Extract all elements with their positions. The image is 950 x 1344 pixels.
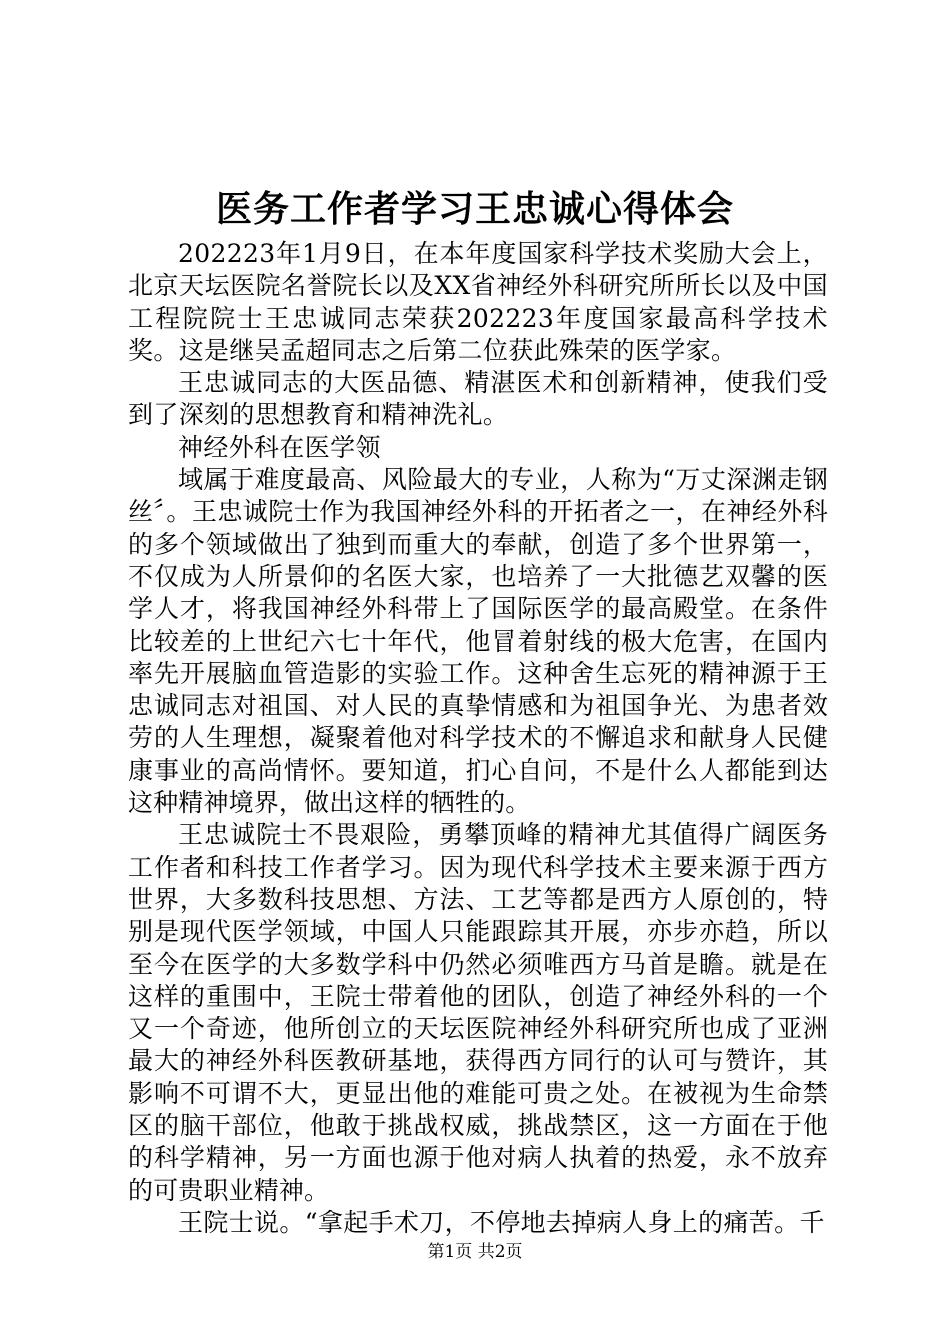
paragraph-award: 202223年1月9日，在本年度国家科学技术奖励大会上，北京天坛医院名誉院长以及XX省神经外科研究所所长以及中国工程院院士王忠诚同志荣获202223年度国家最高科学技术奖。这是继吴孟超同志之后第二位获此殊荣的医学家。 <box>128 239 828 365</box>
paragraph-spirit: 王忠诚同志的大医品德、精湛医术和创新精神，使我们受到了深刻的思想教育和精神洗礼。 <box>128 368 828 430</box>
document-body <box>128 238 828 1239</box>
paragraph-neurosurgery-intro: 神经外科在医学领 <box>178 432 381 462</box>
paragraph-quote: 王院士说。“拿起手术刀，不停地去掉病人身上的痛苦。千 <box>178 1207 825 1237</box>
paragraph-courage: 王忠诚院士不畏艰险，勇攀顶峰的精神尤其值得广阔医务工作者和科技工作者学习。因为现代科学技术主要来源于西方世界，大多数科技思想、方法、工艺等都是西方人原创的，特别是现代医学领域，中国人只能跟踪其开展，亦步亦趋，所以至今在医学的大多数学科中仍然必须唯西方马首是瞻。就是在这样的重围中，王院士带着他的团队，创造了神经外科的一个又一个奇迹，他所创立的天坛医院神经外科研究所也成了亚洲最大的神经外科医教研基地，获得西方同行的认可与赞许，其影响不可谓不大，更显出他的难能可贵之处。在被视为生命禁区的脑干部位，他敢于挑战权威，挑战禁区，这一方面在于他的科学精神，另一方面也源于他对病人执着的热爱，永不放弃的可贵职业精神。 <box>128 820 828 1205</box>
page-number-footer: 第1页 共2页 <box>427 1242 523 1262</box>
paragraph-neurosurgery-field: 域属于难度最高、风险最大的专业，人称为“万丈深渊走钢丝〞。王忠诚院士作为我国神经外科的开拓者之一，在神经外科的多个领域做出了独到而重大的奉献，创造了多个世界第一，不仅成为人所景仰的名医大家，也培养了一大批德艺双馨的医学人才，将我国神经外科带上了国际医学的最高殿堂。在条件比较差的上世纪六七十年代，他冒着射线的极大危害，在国内率先开展脑血管造影的实验工作。这种舍生忘死的精神源于王忠诚同志对祖国、对人民的真挚情感和为祖国争光、为患者效劳的人生理想，凝聚着他对科学技术的不懈追求和献身人民健康事业的高尚情怀。要知道，扪心自问，不是什么人都能到达这种精神境界，做出这样的牺牲的。 <box>128 465 828 818</box>
document-title: 医务工作者学习王忠诚心得体会 <box>215 188 734 230</box>
